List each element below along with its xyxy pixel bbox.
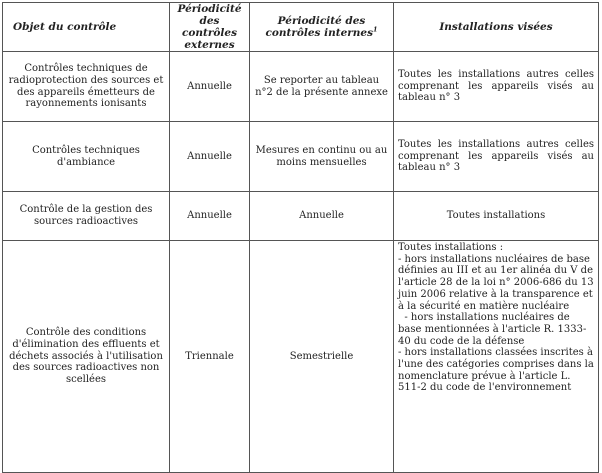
cell-objet: Contrôles techniques d'ambiance (3, 122, 170, 192)
cell-internes: Mesures en continu ou au moins mensuelles (250, 122, 394, 192)
cell-installations: Toutes les installations autres celles comprenant les appareils visés au tableau n° 3 (394, 122, 599, 192)
cell-objet: Contrôle des conditions d'élimination des effluents et déchets associés à l'utilisation des sources radioactives non scellées (3, 241, 170, 473)
cell-externes: Triennale (170, 241, 250, 473)
controles-table (2, 2, 599, 473)
installations-intro: Toutes installations : (398, 242, 504, 253)
header-installations: Installations visées (394, 3, 599, 52)
table-row (3, 52, 599, 122)
cell-installations: Toutes les installations autres celles comprenant les appareils visés au tableau n° 3 (394, 52, 599, 122)
header-row (3, 3, 599, 52)
table-row (3, 122, 599, 192)
list-item: - hors installations nucléaires de base définies au III et au 1er alinéa du V de l'article 28 de la loi n° 2006-686 du 13 juin 2006 relative à la transparence et à la sécurité en matière nucléaire (398, 253, 594, 312)
cell-externes: Annuelle (170, 192, 250, 241)
footnote-marker: 1 (373, 25, 378, 34)
cell-objet: Contrôles techniques de radioprotection des sources et des appareils émetteurs de rayonnements ionisants (3, 52, 170, 122)
cell-objet: Contrôle de la gestion des sources radioactives (3, 192, 170, 241)
table-row (3, 192, 599, 241)
cell-installations (394, 241, 599, 473)
table-row (3, 241, 599, 473)
cell-internes: Se reporter au tableau n°2 de la présente annexe (250, 52, 394, 122)
header-internes-text: Périodicité des contrôles internes (265, 15, 374, 39)
header-internes (250, 3, 394, 52)
cell-internes: Annuelle (250, 192, 394, 241)
header-objet: Objet du contrôle (3, 3, 170, 52)
list-item: - hors installations classées inscrites à l'une des catégories comprises dans la nomenclature prévue à l'article L. 511-2 du code de l'environnement (398, 347, 594, 394)
cell-externes: Annuelle (170, 122, 250, 192)
header-externes: Périodicité des contrôles externes (170, 3, 250, 52)
list-item: - hors installations nucléaires de base mentionnées à l'article R. 1333-40 du code de la défense (398, 312, 587, 347)
cell-internes: Semestrielle (250, 241, 394, 473)
cell-installations: Toutes installations (394, 192, 599, 241)
cell-externes: Annuelle (170, 52, 250, 122)
